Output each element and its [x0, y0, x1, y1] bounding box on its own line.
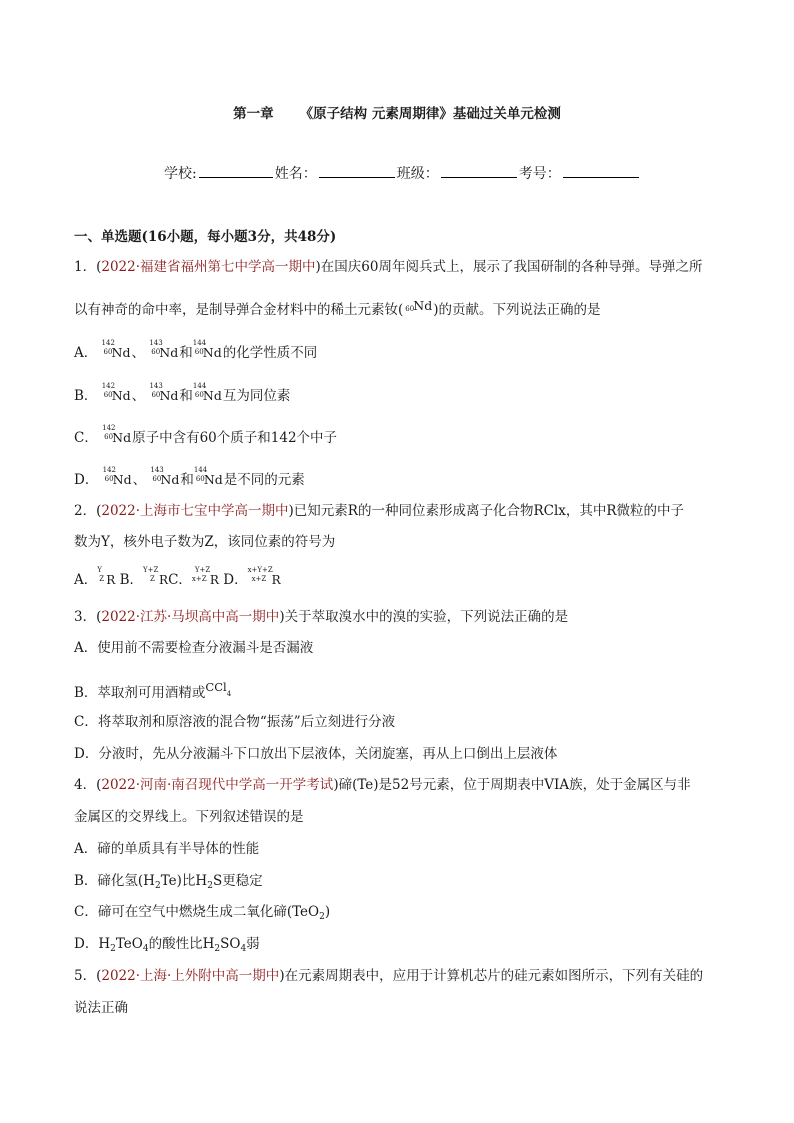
q3-option-d[interactable]: D．分液时，先从分液漏斗下口放出下层液体，关闭旋塞，再从上口倒出上层液体	[74, 746, 558, 762]
school-blank[interactable]	[199, 163, 273, 178]
q3-option-a[interactable]: A．使用前不需要检查分液漏斗是否漏液	[74, 640, 314, 656]
q3-option-c[interactable]: C．将萃取剂和原溶液的混合物“振荡”后立刻进行分液	[74, 714, 396, 730]
q4-option-d[interactable]: D．$H_2TeO_4$的酸性比$H_2SO_4$弱	[74, 936, 260, 954]
q1-option-c[interactable]: C． 142 60 Nd原子中含有60个质子和142个中子	[74, 424, 338, 446]
q4-stem-line2: 金属区的交界线上。下列叙述错误的是	[74, 809, 304, 825]
q2-option-d[interactable]: D． x+Y+Z x+Z R	[223, 566, 281, 588]
q1-stem-text2a: 以有神奇的命中率，是制导弹合金材料中的稀土元素钕(	[74, 302, 404, 318]
school-label: 学校:	[164, 166, 197, 182]
q4-option-a[interactable]: A．碲的单质具有半导体的性能	[74, 841, 260, 857]
chapter-label: 第一章	[233, 106, 274, 122]
q1-stem-text1: )在国庆60周年阅兵式上，展示了我国研制的各种导弹。导弹之所	[315, 259, 703, 275]
q5-source: 2022·上海·上外附中高一期中	[101, 968, 280, 984]
q1-option-d[interactable]: D． 142 60 Nd、 143 60 Nd和 144 60 Nd是不同的元素	[74, 466, 305, 488]
class-label: 班级：	[396, 166, 439, 182]
q2-option-c[interactable]: C． Y+Z x+Z R	[168, 566, 219, 588]
q1-stem-line2: 以有神奇的命中率，是制导弹合金材料中的稀土元素钕( 60 Nd)的贡献。下列说法正确的是	[74, 298, 601, 318]
name-blank[interactable]	[319, 163, 395, 178]
q1-stem-text2b: )的贡献。下列说法正确的是	[433, 302, 601, 318]
q2-stem-line2: 数为Y，核外电子数为Z，该同位素的符号为	[74, 534, 336, 550]
q3-option-b[interactable]: B．萃取剂可用酒精或CCl4	[74, 680, 232, 701]
q4-stem-line1: 4．(2022·河南·南召现代中学高一开学考试)碲(Te)是52号元素，位于周期表中VIA族，处于金属区与非	[74, 777, 691, 793]
q5-stem-line2: 说法正确	[74, 1000, 128, 1016]
section-heading: 一、单选题(16小题，每小题3分，共48分)	[74, 229, 337, 245]
exam-no-blank[interactable]	[563, 163, 639, 178]
q2-options	[74, 566, 281, 589]
q2-option-a[interactable]: A． Y Z R	[74, 566, 116, 588]
name-label: 姓名：	[274, 166, 317, 182]
q2-option-b[interactable]: B． Y+Z Z R	[119, 566, 169, 588]
q2-stem-line1: 2．(2022·上海市七宝中学高一期中)已知元素R的一种同位素形成离子化合物RClx，其中R微粒的中子	[74, 503, 685, 519]
q3-source: 2022·江苏·马坝高中高一期中	[101, 609, 280, 625]
q3-stem: 3．(2022·江苏·马坝高中高一期中)关于萃取溴水中的溴的实验，下列说法正确的是	[74, 609, 569, 625]
unit-title: 《原子结构 元素周期律》基础过关单元检测	[299, 106, 561, 122]
q1-number: 1．(	[74, 259, 102, 275]
student-info-fields	[164, 163, 641, 183]
class-blank[interactable]	[441, 163, 517, 178]
q2-source: 2022·上海市七宝中学高一期中	[101, 503, 289, 519]
q4-option-c[interactable]: C．碲可在空气中燃烧生成二氧化碲(TeO$_2$)	[74, 904, 331, 922]
q4-source: 2022·河南·南召现代中学高一开学考试	[101, 777, 334, 793]
q1-source: 2022·福建省福州第七中学高一期中	[101, 259, 316, 275]
q1-option-a[interactable]: A． 142 60 Nd、 143 60 Nd和 144 60 Nd的化学性质不同	[74, 339, 318, 361]
q1-stem-line1	[74, 258, 702, 276]
page-title	[0, 102, 794, 122]
isotope-nd: 60	[405, 305, 415, 313]
q4-option-b[interactable]: B．碲化氢$(H_2Te)$比$H_2S$更稳定	[74, 873, 263, 891]
q1-option-b[interactable]: B． 142 60 Nd、 143 60 Nd和 144 60 Nd互为同位素	[74, 382, 291, 404]
q5-stem-line1: 5．(2022·上海·上外附中高一期中)在元素周期表中，应用于计算机芯片的硅元素如图所示，下列有关硅的	[74, 968, 704, 984]
exam-no-label: 考号：	[518, 166, 561, 182]
